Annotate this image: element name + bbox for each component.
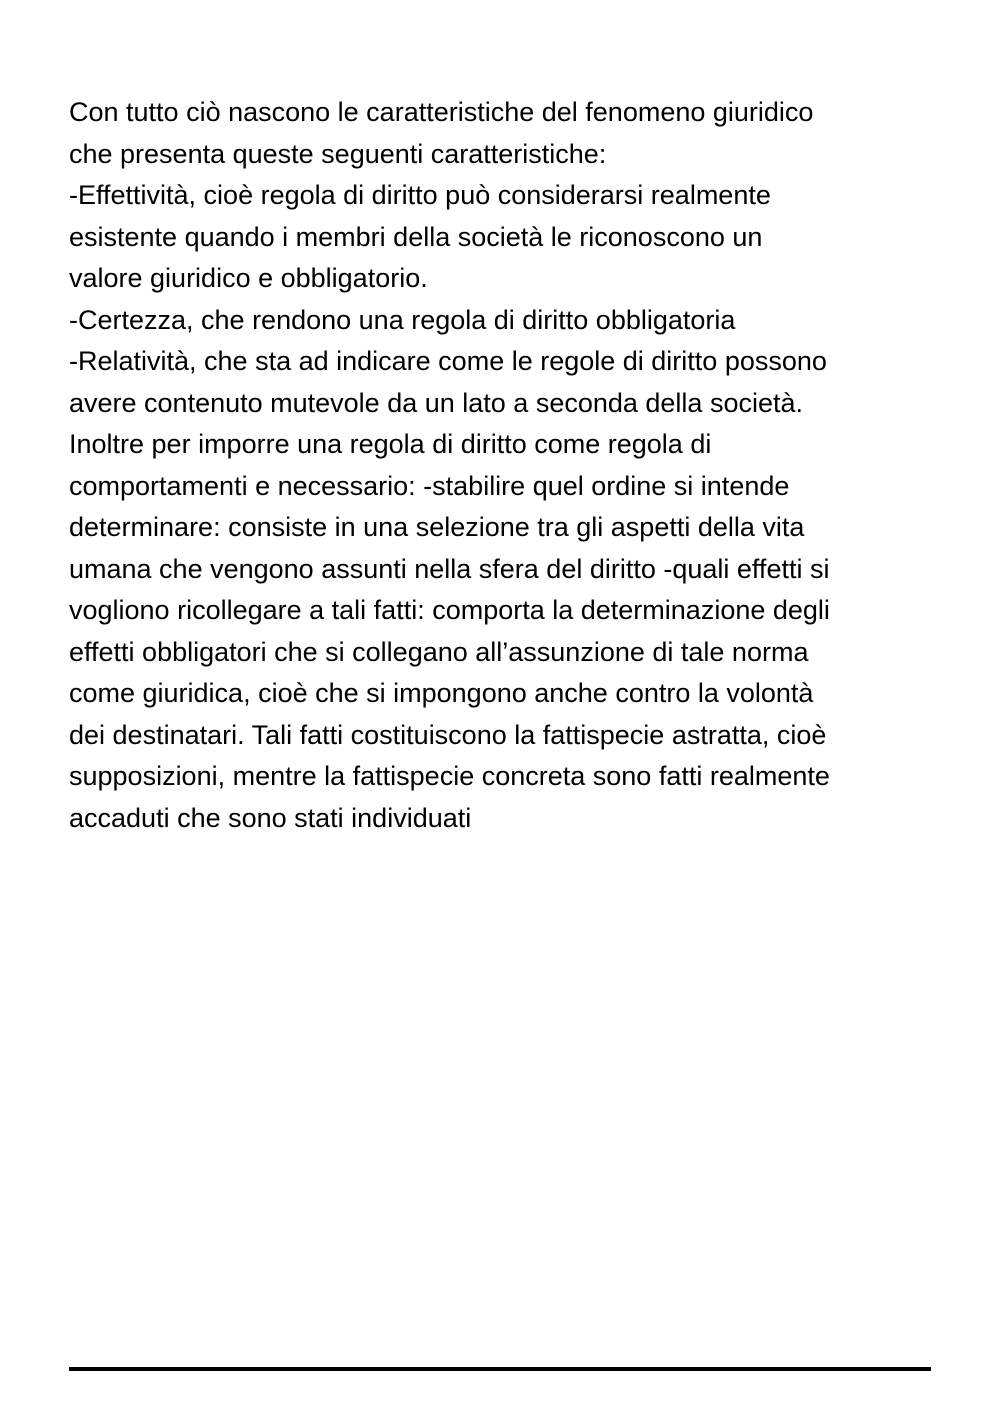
text-line: supposizioni, mentre la fattispecie concreta sono fatti realmente <box>69 761 830 791</box>
body-text <box>69 92 939 839</box>
text-line: come giuridica, cioè che si impongono anche contro la volontà <box>69 678 814 708</box>
text-line: che presenta queste seguenti caratteristiche: <box>69 138 607 169</box>
text-line: avere contenuto mutevole da un lato a seconda della società. <box>69 387 803 418</box>
text-line: comportamenti e necessario: -stabilire quel ordine si intende <box>69 470 790 501</box>
text-line: umana che vengono assunti nella sfera del diritto -quali effetti si <box>69 553 830 584</box>
footer-divider <box>69 1367 931 1371</box>
text-line: dei destinatari. Tali fatti costituiscono la fattispecie astratta, cioè <box>69 719 827 750</box>
text-line: esistente quando i membri della società le riconoscono un <box>69 221 763 252</box>
text-line: accaduti che sono stati individuati <box>69 802 472 833</box>
text-line: Con tutto ciò nascono le caratteristiche del fenomeno giuridico <box>69 97 814 127</box>
text-line: determinare: consiste in una selezione tra gli aspetti della vita <box>69 512 805 542</box>
text-line: Inoltre per imporre una regola di diritto come regola di <box>69 429 712 459</box>
text-line: -Relatività, che sta ad indicare come le regole di diritto possono <box>69 346 827 376</box>
text-line: -Certezza, che rendono una regola di diritto obbligatoria <box>69 304 736 335</box>
text-line: -Effettività, cioè regola di diritto può considerarsi realmente <box>69 180 771 210</box>
text-line: effetti obbligatori che si collegano all’assunzione di tale norma <box>69 636 809 667</box>
text-line: valore giuridico e obbligatorio. <box>69 263 428 293</box>
text-line: vogliono ricollegare a tali fatti: comporta la determinazione degli <box>69 595 830 625</box>
